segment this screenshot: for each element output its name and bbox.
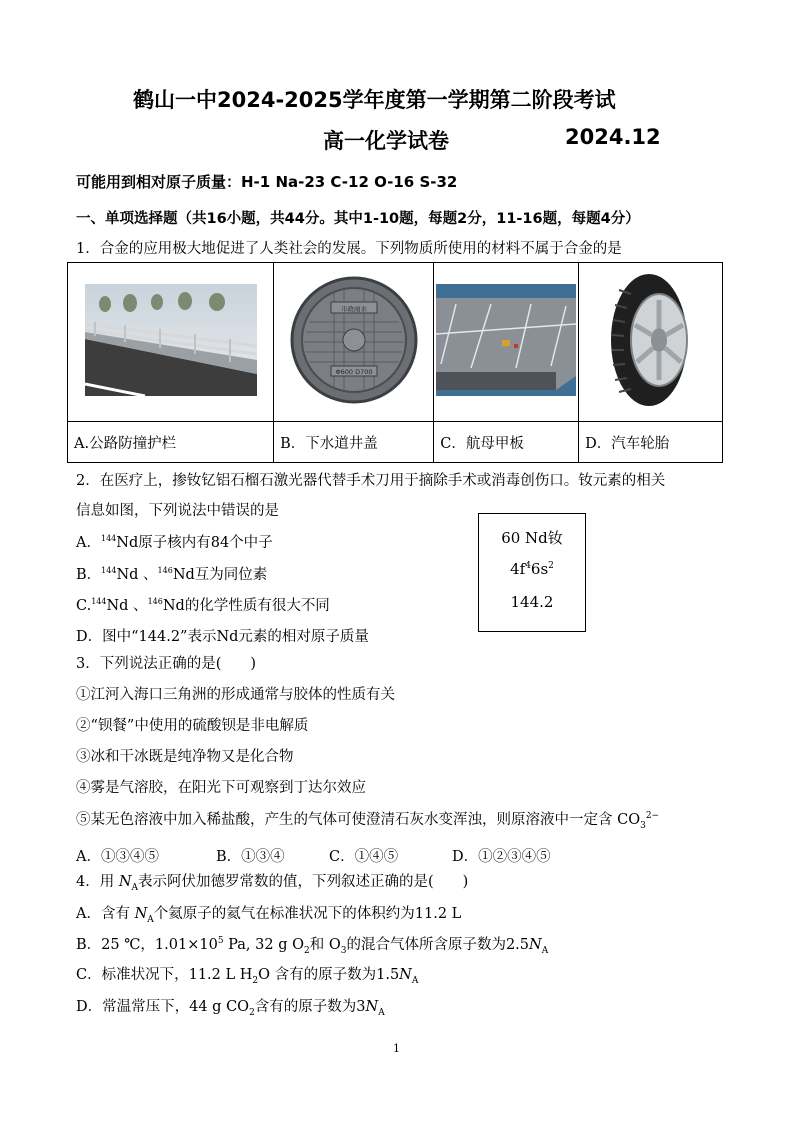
q3-option-a: A．①③④⑤ [76,849,159,865]
q4-stem: 4．用 $N_A$表示阿伏加德罗常数的值，下列叙述正确的是( ) [76,874,469,893]
q4-option-b: B．25 ℃，$1.01\times 10^5$ Pa, 32 g $O_2$和 $O_3$的混合气体所含原子数为$2.5N_A$ [76,936,549,956]
q3-statement-5: ⑤某无色溶液中加入稀盐酸，产生的气体可使澄清石灰水变浑浊，则原溶液中一定含 $CO_3^{2-}$ [76,811,660,831]
guardrail-image [68,263,274,422]
q1-option-b: B．下水道井盖 [274,422,434,463]
paper-title: 高一化学试卷 [323,129,449,153]
q1-option-a: A.公路防撞护栏 [68,422,274,463]
atomic-masses: 可能用到相对原子质量：H-1 Na-23 C-12 O-16 S-32 [76,173,458,191]
exam-date: 2024.12 [565,125,661,149]
q2-stem-line1: 2．在医疗上，掺钕钇铝石榴石激光器代替手术刀用于摘除手术或消毒创伤口。钕元素的相关 [76,473,666,489]
element-info-box [478,513,586,632]
q3-option-d: D．①②③④⑤ [452,849,551,865]
manhole-top-text: 市政雨水 [340,305,367,313]
q1-option-d: D．汽车轮胎 [579,422,723,463]
carrier-deck-image [434,263,579,422]
section-heading: 一、单项选择题（共16小题，共44分。其中1-10题，每题2分，11-16题，每题4分） [76,211,640,227]
exam-title: 鹤山一中2024-2025学年度第一学期第二阶段考试 [133,88,616,112]
relative-atomic-mass: 144.2 [510,593,554,611]
element-number-symbol: 60 Nd钕 [501,529,563,547]
q2-option-a: A．$^{144}$Nd原子核内有84个中子 [76,534,273,551]
q3-option-b: B．①③④ [216,849,285,865]
q3-stem: 3．下列说法正确的是( ) [76,656,257,672]
carrier-deck-illustration [436,284,576,396]
car-tire-illustration [601,270,701,410]
q3-statement-3: ③冰和干冰既是纯净物又是化合物 [76,749,294,765]
q1-stem: 1．合金的应用极大地促进了人类社会的发展。下列物质所使用的材料不属于合金的是 [76,241,622,257]
q2-option-b: B．$^{144}$Nd 、$^{146}$Nd互为同位素 [76,566,268,583]
q4-option-d: D．常温常压下，44 g $CO_2$含有的原子数为$3N_A$ [76,999,385,1018]
electron-configuration: $4f^46s^2$ [510,560,554,578]
q4-option-a: A．含有 $N_A$个氦原子的氦气在标准状况下的体积约为11.2 L [76,906,462,925]
page-number: 1 [393,1042,400,1055]
manhole-bottom-text: Φ600 D700 [335,368,373,376]
q1-option-c: C．航母甲板 [434,422,579,463]
q2-option-d: D．图中“144.2”表示Nd元素的相对原子质量 [76,629,369,645]
tire-image [579,263,723,422]
q1-image-table [67,262,723,463]
q2-option-c: C.$^{144}$Nd 、$^{146}$Nd的化学性质有很大不同 [76,597,330,614]
q3-statement-1: ①江河入海口三角洲的形成通常与胶体的性质有关 [76,687,395,703]
q3-option-c: C．①④⑤ [329,849,399,865]
q3-statement-4: ④雾是气溶胶，在阳光下可观察到丁达尔效应 [76,780,366,796]
q2-stem-line2: 信息如图，下列说法中错误的是 [76,503,279,519]
manhole-cover-illustration [289,272,419,408]
manhole-image [274,263,434,422]
guardrail-illustration [85,284,257,396]
q4-option-c: C．标准状况下，11.2 L $H_2O$ 含有的原子数为$1.5N_A$ [76,967,419,986]
q3-statement-2: ②“钡餐”中使用的硫酸钡是非电解质 [76,718,309,734]
